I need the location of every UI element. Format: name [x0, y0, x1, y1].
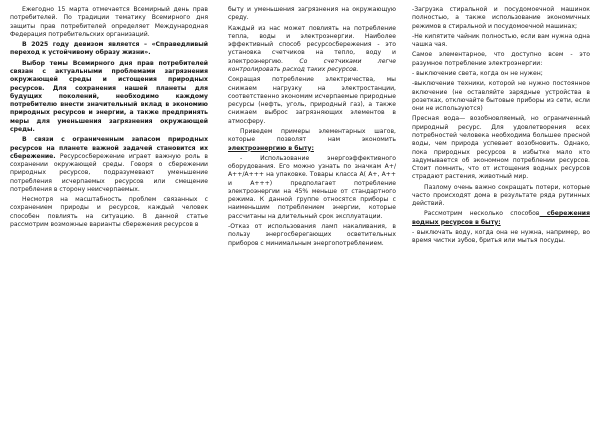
column-middle — [218, 6, 404, 420]
kettle-item: -Не кипятите чайник полностью, если вам нужна одна чашка чая. — [412, 32, 590, 49]
efficient-equipment-item: - Использование энергоэффективного оборудования. Его можно узнать по значкам А+/А++/А+++ на упаковке. Товары класса А( А+, А++ и А+++) предполагает потребление электроэнергии на 45% меньше от стандартного режима. К данной группе относятся приборы с наименьшим потреблением энергии, которые рассчитаны на длительный срок эксплуатации. — [228, 154, 396, 220]
lamps-item: -Отказ от использования ламп накаливания, в пользу энергосберегающих осветительных приборов с минимальным энергопотреблением. — [228, 223, 396, 247]
reasonable-consumption-paragraph: Самое элементарное, что доступно всем - это разумное потребление электроэнергии: — [412, 51, 590, 67]
meters-body: Каждый из нас может повлиять на потребление тепла, воды и электроэнергии. Наиболее эффективный способ ресурсосбережения - это установка счетчиков на тепло, воду и электроэнергию. — [228, 24, 396, 65]
losses-paragraph: Пазлому очень важно сокращать потери, которые часто происходят дома в результате ряда рутинных действий. — [412, 183, 590, 208]
water-ways-body: Рассмотрим несколько способов — [424, 210, 540, 218]
examples-body: Приведем примеры элементарных шагов, которые позволят нам экономить — [228, 127, 396, 144]
electricity-paragraph: Сокращая потребление электричества, мы снижаем нагрузку на электростанции, соответственно экономим исчерпаемые природные ресурсы (нефть, уголь, природный газ), а также снижаем выброс загрязняющих элементов в атмосферу. — [228, 76, 396, 125]
meters-note: Со счетчиками легче контролировать расход таких ресурсов. — [228, 57, 396, 73]
fresh-water-paragraph: Пресная вода— возобновляемый, но ограниченный природный ресурс. Для удовлетворения всех потребностей человека необходима большее пресной воды, чем природа успевает возобновить. Однако, пока природных ресурсов в избытке мало кто задумывается об экономном потреблении ресурсов. Стоит помнить, что от истощения водных ресурсов страдают растения, животный мир. — [412, 115, 590, 181]
resources-body: Ресурсосбережение играет важную роль в сохранении окружающей среды. Говоря о сбережении природных ресурсов, подразумевают уменьшение потребления исчерпаемых ресурсов или смещение потребления в сторону неисчерпаемых. — [10, 152, 208, 193]
water-ways-heading: сбережения водных ресурсов в быту: — [412, 210, 590, 226]
water-off-item: - выключать воду, когда она не нужна, например, во время чистки зубов, бритья или мытья посуды. — [412, 229, 590, 245]
column-right — [404, 6, 594, 420]
resources-lead: В связи с ограниченным запасом природных ресурсов на планете важной задачей становится их сбережение. — [10, 136, 208, 160]
lights-off-item: - выключение света, когда он не нужен; — [412, 69, 543, 77]
resources-paragraph — [10, 136, 208, 194]
washing-item: -Загрузка стиральной и посудомоечной машинок полностью, а также использование экономичных режимов в стиральной и посудомоечной машинах; — [412, 6, 590, 30]
influence-paragraph: Несмотря на масштабность проблем связанных с сохранением природы и ресурсов, каждый человек способен повлиять на ситуацию. В данной статье рассмотрим возможные варианты сбережения ресурсов в — [10, 196, 208, 229]
examples-paragraph — [228, 128, 396, 153]
continuation-paragraph: быту и уменьшения загрязнения на окружающую среду. — [228, 6, 396, 22]
intro-paragraph: Ежегодно 15 марта отмечается Всемирный день прав потребителей. По традиции тематику Всемирного дня защиты прав потребителей определяет Международная Федерация потребительских организаций. — [10, 6, 208, 38]
examples-heading: электроэнергию в быту: — [228, 144, 314, 152]
devices-off-item: -выключение техники, которой не нужно постоянное включение (не оставляйте зарядные устройства в розетках, отключайте бытовые приборы из сети, если они не используются) — [412, 80, 590, 113]
meters-paragraph — [228, 25, 396, 75]
theme-paragraph: Выбор темы Всемирного дня прав потребителей связан с актуальными проблемами загрязнения окружающей среды и истощения природных ресурсов. Для сохранения нашей планеты для будущих поколений, необходимо каждому потребителю внести значительный вклад в экономию природных ресурсов и энергии, а также предпринять меры для уменьшения загрязнения окружающей среды. — [10, 59, 208, 133]
column-left — [6, 6, 218, 420]
motto-paragraph: В 2025 году девизом является – «Справедливый переход к устойчивому образу жизни». — [10, 41, 208, 57]
water-ways-paragraph — [412, 210, 590, 227]
